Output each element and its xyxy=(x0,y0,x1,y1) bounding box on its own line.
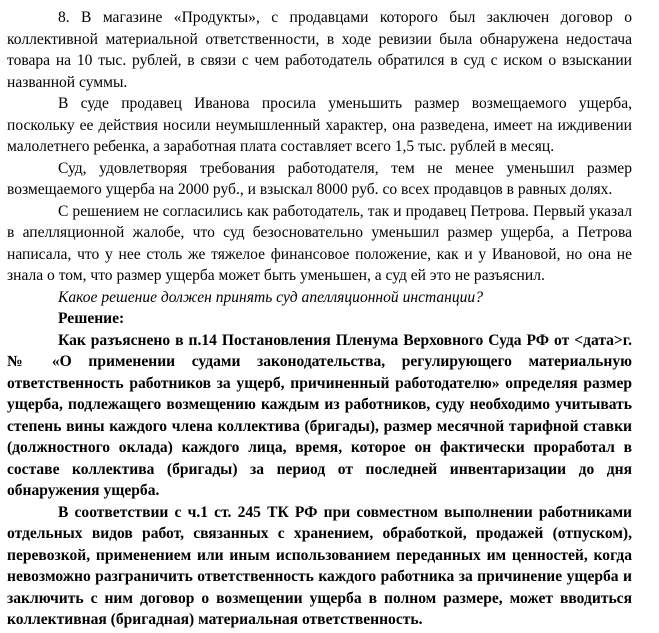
solution-paragraph-2: В соответствии с ч.1 ст. 245 ТК РФ при совместном выполнении работниками отдельных видов работ, связанных с хранением, обработкой, продажей (отпуском), перевозкой, применением или иным использованием переданных им ценностей, когда невозможно разграничить ответственность каждого работника за причинение ущерба и заключить с ним договор о возмещении ущерба в полном размере, может вводиться коллективная (бригадная) материальная ответственность. xyxy=(7,503,632,628)
case-paragraph-2: В суде продавец Иванова просила уменьшить размер возмещаемого ущерба, поскольку ее действия носили неумышленный характер, она разведена, имеет на иждивении малолетнего ребенка, а заработная плата составляет всего 1,5 тыс. рублей в месяц. xyxy=(7,95,632,155)
case-question: Какое решение должен принять суд апелляционной инстанции? xyxy=(58,288,483,306)
solution-paragraph-1: Как разъяснено в п.14 Постановления Пленума Верховного Суда РФ от <дата>г. № «О применении судами законодательства, регулирующего материальную ответственность работников за ущерб, причиненный работодателю» определяя размер ущерба, подлежащего возмещению каждым из работников, суду необходимо учитывать степень вины каждого члена коллектива (бригады), размер месячной тарифной ставки (должностного оклада) каждого лица, время, которое он фактически проработал в составе коллектива (бригады) за период от последней инвентаризации до дня обнаружения ущерба. xyxy=(7,331,632,499)
case-paragraph-3: Суд, удовлетворяя требования работодателя, тем не менее уменьшил размер возмещаемого ущерба на 2000 руб., и взыскал 8000 руб. со всех продавцов в равных долях. xyxy=(7,159,632,198)
case-paragraph-4: С решением не согласились как работодатель, так и продавец Петрова. Первый указал в апелляционной жалобе, что суд безосновательно уменьшил размер ущерба, а Петрова написала, что у нее столь же тяжелое финансовое положение, как и у Ивановой, но она не знала о том, что размер ущерба может быть уменьшен, а суд ей это не разъяснил. xyxy=(7,202,632,284)
solution-heading: Решение: xyxy=(58,310,125,327)
case-paragraph-1: 8. В магазине «Продукты», с продавцами которого был заключен договор о коллективной материальной ответственности, в ходе ревизии была обнаружена недостача товара на 10 тыс. рублей, в связи с чем работодатель обратился в суд с иском о взыскании названной суммы. xyxy=(7,9,632,91)
